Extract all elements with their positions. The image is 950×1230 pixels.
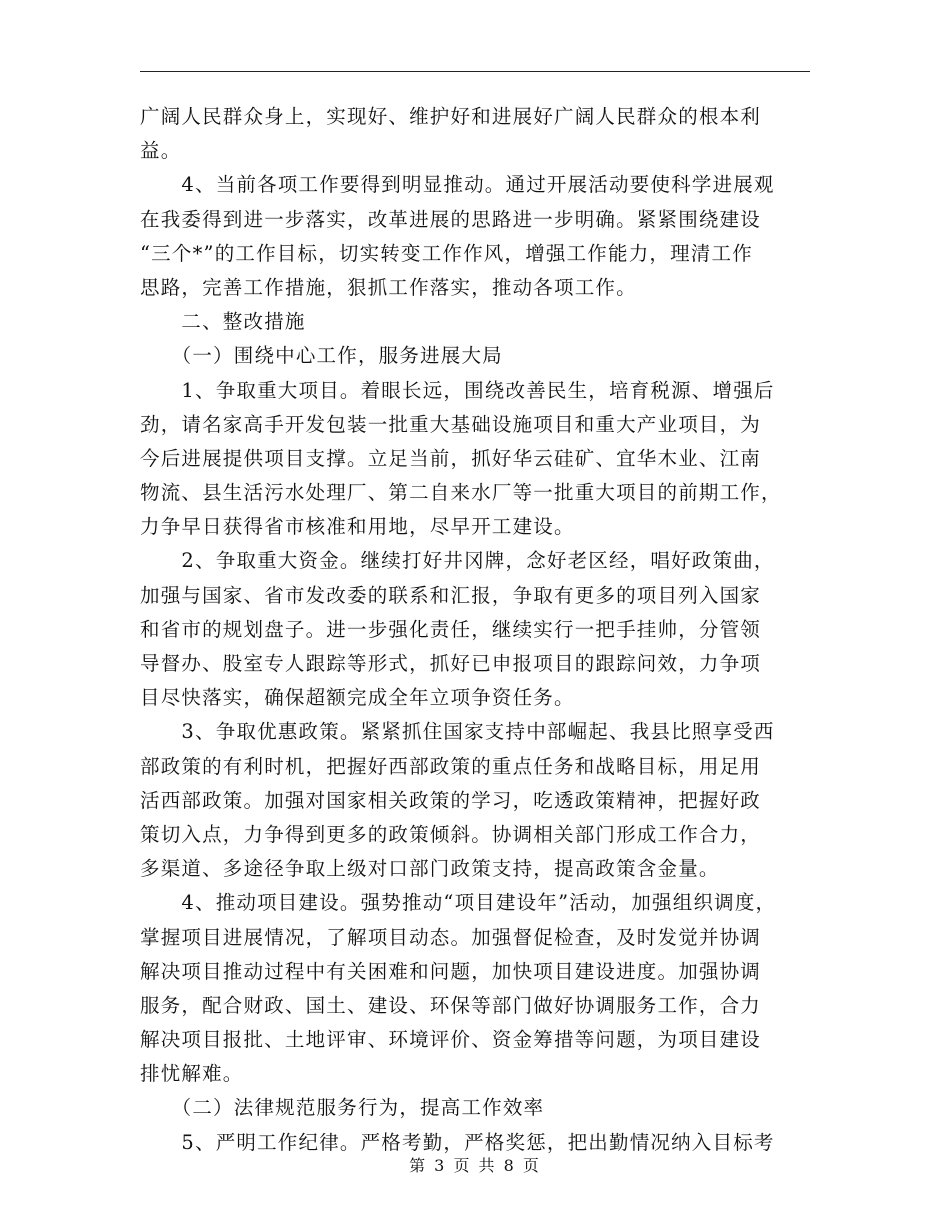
body-line: 策切入点，力争得到更多的政策倾斜。协调相关部门形成工作合力， — [140, 822, 762, 846]
section-heading: 二、整改措施 — [140, 310, 306, 334]
body-line: “三个*”的工作目标，切实转变工作作风，增强工作能力，理清工作 — [140, 241, 753, 265]
body-line: 掌握项目进展情况，了解项目动态。加强督促检查，及时发觉并协调 — [140, 925, 762, 949]
body-line: 导督办、股室专人跟踪等形式，抓好已申报项目的跟踪问效，力争项 — [140, 652, 762, 675]
subsection-heading: （二）法律规范服务行为，提高工作效率 — [140, 1096, 545, 1120]
body-line: 解决项目报批、土地评审、环境评价、资金筹措等问题，为项目建设 — [140, 1028, 762, 1052]
document-body — [140, 100, 820, 1160]
body-line: 目尽快落实，确保超额完成全年立项争资任务。 — [140, 686, 575, 710]
body-line: 解决项目推动过程中有关困难和问题，加快项目建设进度。加强协调 — [140, 959, 762, 983]
header-divider — [140, 71, 810, 72]
body-line: 3、争取优惠政策。紧紧抓住国家支持中部崛起、我县比照享受西 — [140, 720, 775, 744]
body-line: 1、争取重大项目。着眼长远，围绕改善民生，培育税源、增强后 — [140, 378, 775, 402]
body-line: 活西部政策。加强对国家相关政策的学习，吃透政策精神，把握好政 — [140, 788, 762, 812]
body-line: 4、当前各项工作要得到明显推动。通过开展活动要使科学进展观 — [140, 173, 775, 197]
body-line: 多渠道、多途径争取上级对口部门政策支持，提高政策含金量。 — [140, 857, 720, 881]
body-line: 益。 — [140, 139, 182, 163]
body-line: 4、推动项目建设。强势推动“项目建设年”活动，加强组织调度， — [140, 891, 777, 915]
body-line: 2、争取重大资金。继续打好井冈牌，念好老区经，唱好政策曲， — [140, 549, 775, 573]
body-line: 排忧解难。 — [140, 1062, 244, 1086]
body-line: 思路，完善工作措施，狠抓工作落实，推动各项工作。 — [140, 275, 637, 299]
body-line: 在我委得到进一步落实，改革进展的思路进一步明确。紧紧围绕建设 — [140, 207, 762, 231]
body-line: 劲，请名家高手开发包装一批重大基础设施项目和重大产业项目，为 — [140, 412, 762, 436]
body-line: 力争早日获得省市核准和用地，尽早开工建设。 — [140, 515, 575, 539]
body-line: 服务，配合财政、国土、建设、环保等部门做好协调服务工作，合力 — [140, 993, 762, 1017]
body-line: 加强与国家、省市发改委的联系和汇报，争取有更多的项目列入国家 — [140, 583, 762, 607]
body-line: 物流、县生活污水处理厂、第二自来水厂等一批重大项目的前期工作， — [140, 481, 782, 505]
subsection-heading: （一）围绕中心工作，服务进展大局 — [140, 344, 503, 368]
page-number-footer: 第 3 页 共 8 页 — [409, 1156, 541, 1175]
body-line: 5、严明工作纪律。严格考勤，严格奖惩，把出勤情况纳入目标考 — [140, 1130, 775, 1154]
body-line: 部政策的有利时机，把握好西部政策的重点任务和战略目标，用足用 — [140, 754, 762, 778]
body-line: 和省市的规划盘子。进一步强化责任，继续实行一把手挂帅，分管领 — [140, 617, 762, 641]
body-line: 广阔人民群众身上，实现好、维护好和进展好广阔人民群众的根本利 — [140, 105, 762, 128]
body-line: 今后进展提供项目支撑。立足当前，抓好华云硅矿、宜华木业、江南 — [140, 446, 762, 470]
